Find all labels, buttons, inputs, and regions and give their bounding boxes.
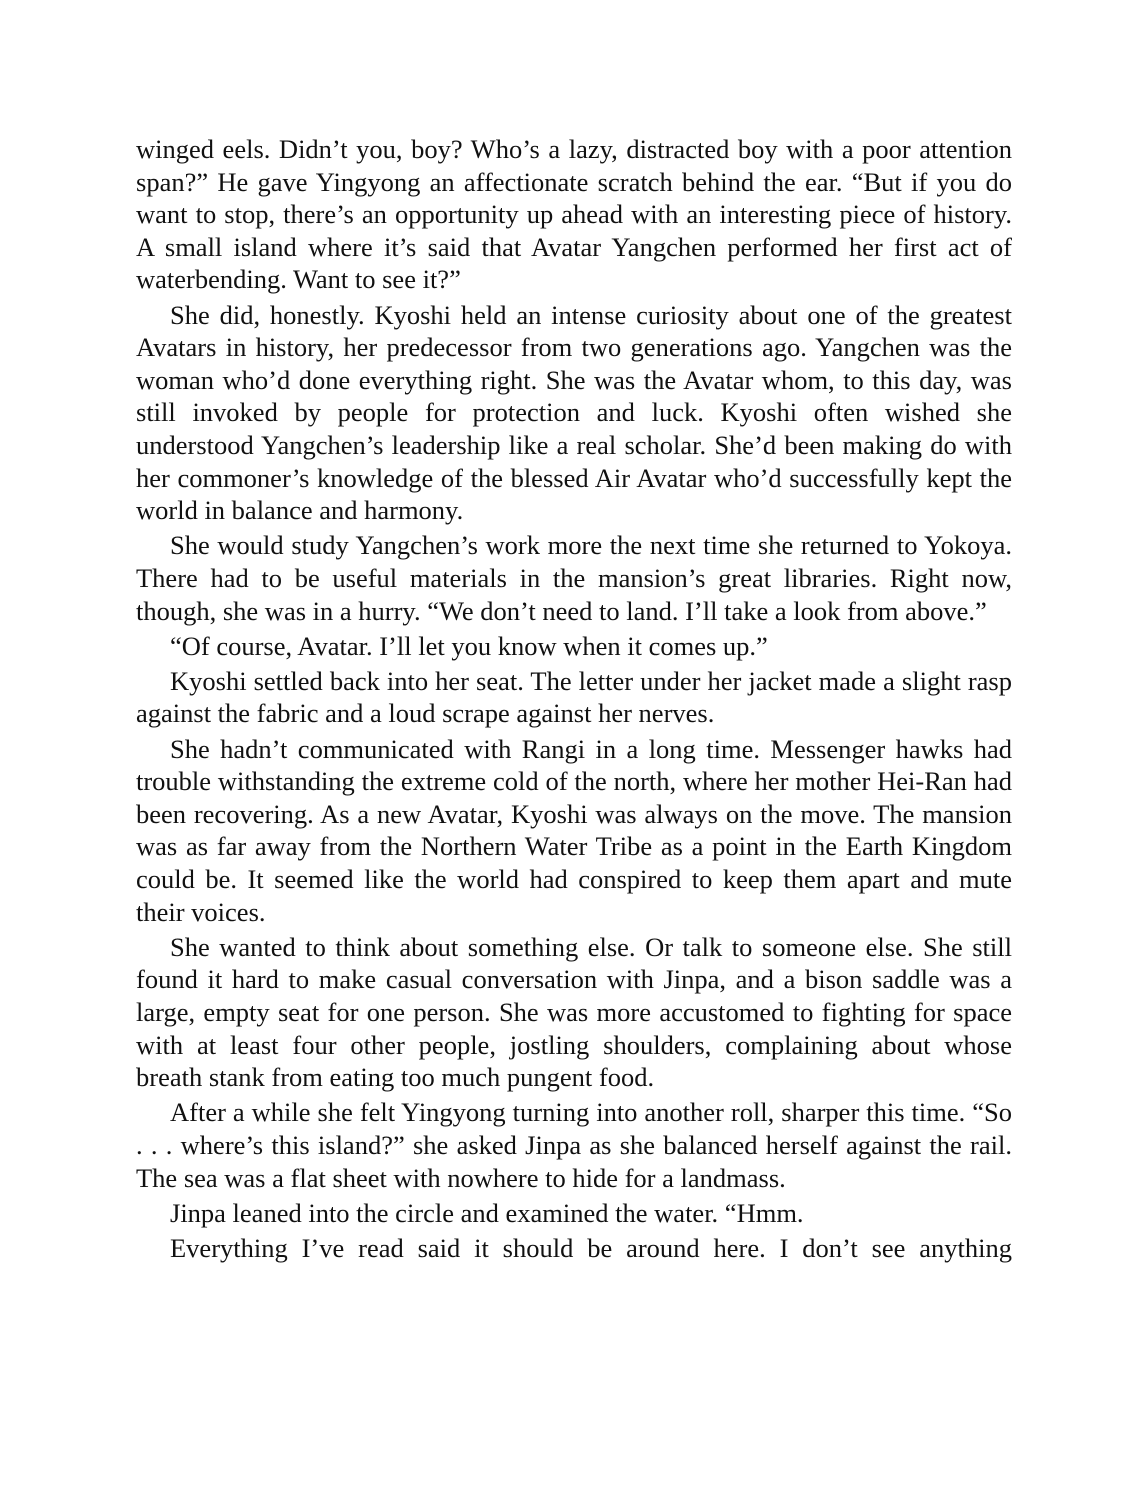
paragraph-9: Jinpa leaned into the circle and examined the water. “Hmm. <box>170 1197 804 1228</box>
book-page <box>136 133 1012 1267</box>
paragraph-4: “Of course, Avatar. I’ll let you know when it comes up.” <box>170 630 768 661</box>
paragraph-1: winged eels. Didn’t you, boy? Who’s a lazy, distracted boy with a poor attention span?” He gave Yingyong an affectionate scratch behind the ear. “But if you do want to stop, there’s an opportunity up ahead with an interesting piece of history. A small island where it’s said that Avatar Yangchen performed her first act of waterbending. Want to see it?” <box>136 134 1012 295</box>
paragraph-6: She hadn’t communicated with Rangi in a long time. Messenger hawks had trouble withstanding the extreme cold of the north, where her mother Hei-Ran had been recovering. As a new Avatar, Kyoshi was always on the move. The mansion was as far away from the Northern Water Tribe as a point in the Earth Kingdom could be. It seemed like the world had conspired to keep them apart and mute their voices. <box>136 733 1012 927</box>
paragraph-10: Everything I’ve read said it should be around here. I don’t see anything <box>170 1232 1012 1263</box>
paragraph-8: After a while she felt Yingyong turning into another roll, sharper this time. “So . . . where’s this island?” she asked Jinpa as she balanced herself against the rail. The sea was a flat sheet with nowhere to hide for a landmass. <box>136 1097 1012 1193</box>
paragraph-7: She wanted to think about something else. Or talk to someone else. She still found it hard to make casual conversation with Jinpa, and a bison saddle was a large, empty seat for one person. She was more accustomed to fighting for space with at least four other people, jostling shoulders, complaining about whose breath stank from eating too much pungent food. <box>136 931 1012 1093</box>
paragraph-3: She would study Yangchen’s work more the next time she returned to Yokoya. There had to be useful materials in the mansion’s great libraries. Right now, though, she was in a hurry. “We don’t need to land. I’ll take a look from above.” <box>136 530 1012 626</box>
paragraph-2: She did, honestly. Kyoshi held an intense curiosity about one of the greatest Avatars in history, her predecessor from two generations ago. Yangchen was the woman who’d done everything right. She was the Avatar whom, to this day, was still invoked by people for protection and luck. Kyoshi often wished she understood Yangchen’s leadership like a real scholar. She’d been making do with her commoner’s knowledge of the blessed Air Avatar who’d successfully kept the world in balance and harmony. <box>136 299 1012 526</box>
paragraph-5: Kyoshi settled back into her seat. The letter under her jacket made a slight rasp against the fabric and a loud scrape against her nerves. <box>136 665 1012 729</box>
